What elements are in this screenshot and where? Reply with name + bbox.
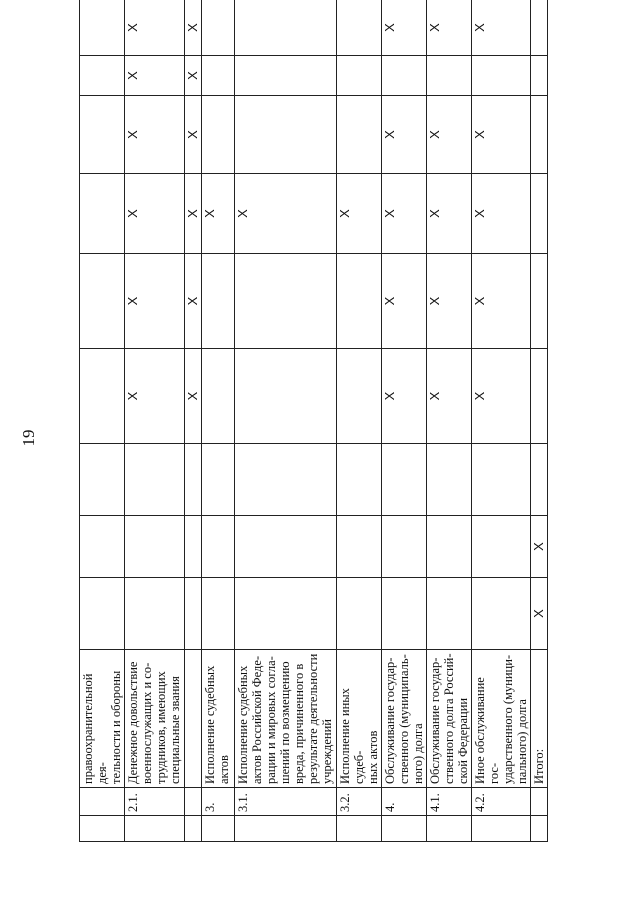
empty-cell — [202, 516, 235, 578]
empty-cell — [337, 56, 382, 96]
row-name — [337, 650, 382, 788]
x-mark: X — [125, 96, 185, 174]
x-mark: X — [125, 174, 185, 254]
x-mark: X — [427, 174, 472, 254]
empty-cell — [202, 578, 235, 650]
row-name-text: Иное обслуживание гос- ударственного (муници- пального) долга — [473, 654, 529, 784]
empty-cell — [202, 816, 235, 842]
empty-cell — [472, 444, 531, 516]
table-row — [80, 0, 125, 842]
empty-cell — [235, 578, 337, 650]
budget-classification-table — [79, 0, 548, 842]
empty-cell — [337, 516, 382, 578]
x-mark: X — [235, 174, 337, 254]
x-mark: X — [125, 56, 185, 96]
empty-cell — [531, 816, 548, 842]
x-mark: X — [427, 254, 472, 349]
row-name — [125, 650, 185, 788]
empty-cell — [80, 0, 125, 56]
row-number: 3. — [202, 788, 235, 816]
row-name-text: правоохранительной дея- тельности и обороны — [81, 670, 123, 784]
row-number — [531, 788, 548, 816]
empty-cell — [427, 578, 472, 650]
x-mark: X — [125, 349, 185, 444]
row-name — [472, 650, 531, 788]
empty-cell — [235, 96, 337, 174]
empty-cell — [531, 56, 548, 96]
page-number: 19 — [19, 429, 38, 447]
empty-cell — [337, 254, 382, 349]
x-mark: X — [472, 254, 531, 349]
empty-cell — [125, 444, 185, 516]
empty-cell — [202, 96, 235, 174]
x-mark: X — [472, 174, 531, 254]
empty-cell — [125, 578, 185, 650]
table-row-total — [531, 0, 548, 842]
x-mark: X — [382, 254, 427, 349]
empty-cell — [531, 96, 548, 174]
empty-cell — [185, 578, 202, 650]
empty-cell — [80, 349, 125, 444]
empty-cell — [80, 56, 125, 96]
empty-cell — [125, 816, 185, 842]
empty-cell — [427, 444, 472, 516]
x-mark: X — [382, 0, 427, 56]
empty-cell — [235, 516, 337, 578]
total-label: Итого: — [531, 650, 548, 788]
row-name-text: Исполнение судебных актов — [203, 665, 231, 784]
empty-cell — [235, 816, 337, 842]
empty-cell — [382, 578, 427, 650]
x-mark: X — [427, 96, 472, 174]
table-row — [382, 0, 427, 842]
x-mark: X — [202, 174, 235, 254]
empty-cell — [80, 516, 125, 578]
row-name — [185, 650, 202, 788]
empty-cell — [531, 444, 548, 516]
empty-cell — [472, 516, 531, 578]
empty-cell — [202, 0, 235, 56]
empty-cell — [80, 96, 125, 174]
row-name — [80, 650, 125, 788]
row-number: 4.2. — [472, 788, 531, 816]
x-mark: X — [472, 0, 531, 56]
x-mark: X — [185, 0, 202, 56]
empty-cell — [235, 0, 337, 56]
empty-cell — [427, 516, 472, 578]
x-mark: X — [382, 174, 427, 254]
row-number — [80, 788, 125, 816]
row-number: 2.1. — [125, 788, 185, 816]
empty-cell — [235, 56, 337, 96]
table-row — [185, 0, 202, 842]
empty-cell — [382, 516, 427, 578]
empty-cell — [80, 444, 125, 516]
x-mark: X — [427, 0, 472, 56]
x-mark: X — [185, 349, 202, 444]
empty-cell — [125, 516, 185, 578]
empty-cell — [427, 56, 472, 96]
empty-cell — [235, 444, 337, 516]
empty-cell — [531, 0, 548, 56]
x-mark: X — [382, 96, 427, 174]
x-mark: X — [427, 349, 472, 444]
empty-cell — [337, 816, 382, 842]
row-number: 4. — [382, 788, 427, 816]
empty-cell — [185, 816, 202, 842]
table-row — [125, 0, 185, 842]
empty-cell — [185, 444, 202, 516]
x-mark: X — [531, 516, 548, 578]
x-mark: X — [472, 96, 531, 174]
empty-cell — [202, 349, 235, 444]
empty-cell — [531, 174, 548, 254]
row-name — [235, 650, 337, 788]
row-name-text: Обслуживание государ- ственного (муниципаль- ного) долга — [383, 654, 425, 784]
row-number — [185, 788, 202, 816]
table-row — [202, 0, 235, 842]
empty-cell — [202, 444, 235, 516]
empty-cell — [382, 444, 427, 516]
empty-cell — [337, 578, 382, 650]
row-number: 4.1. — [427, 788, 472, 816]
empty-cell — [235, 254, 337, 349]
x-mark: X — [472, 349, 531, 444]
empty-cell — [337, 444, 382, 516]
row-name — [202, 650, 235, 788]
empty-cell — [337, 96, 382, 174]
row-number: 3.2. — [337, 788, 382, 816]
empty-cell — [382, 816, 427, 842]
table-row — [472, 0, 531, 842]
empty-cell — [185, 516, 202, 578]
x-mark: X — [337, 174, 382, 254]
x-mark: X — [185, 254, 202, 349]
row-name-text: Исполнение иных судеб- ных актов — [338, 688, 380, 784]
empty-cell — [472, 816, 531, 842]
x-mark: X — [185, 174, 202, 254]
empty-cell — [531, 349, 548, 444]
x-mark: X — [125, 0, 185, 56]
row-name-text: Денежное довольствие военнослужащих и со- трудников, имеющих специальные звания — [126, 661, 182, 784]
x-mark: X — [185, 96, 202, 174]
empty-cell — [202, 254, 235, 349]
empty-cell — [80, 254, 125, 349]
empty-cell — [427, 816, 472, 842]
empty-cell — [472, 56, 531, 96]
empty-cell — [235, 349, 337, 444]
row-name — [382, 650, 427, 788]
empty-cell — [337, 349, 382, 444]
empty-cell — [472, 578, 531, 650]
row-name-text: Исполнение судебных актов Российской Феде- рации и мировых согла- шений по возмещению вреда, причиненного в результате деятельности учреждений — [236, 653, 334, 784]
budget-table-wrapper — [79, 20, 546, 842]
row-number: 3.1. — [235, 788, 337, 816]
table-row — [427, 0, 472, 842]
x-mark: X — [125, 254, 185, 349]
empty-cell — [337, 0, 382, 56]
x-mark: X — [382, 349, 427, 444]
x-mark: X — [531, 578, 548, 650]
empty-cell — [80, 578, 125, 650]
empty-cell — [80, 174, 125, 254]
empty-cell — [202, 56, 235, 96]
row-name — [427, 650, 472, 788]
x-mark: X — [185, 56, 202, 96]
row-name-text: Обслуживание государ- ственного долга Россий- ской Федерации — [428, 653, 470, 784]
empty-cell — [382, 56, 427, 96]
table-row — [337, 0, 382, 842]
empty-cell — [80, 816, 125, 842]
empty-cell — [531, 254, 548, 349]
table-row — [235, 0, 337, 842]
